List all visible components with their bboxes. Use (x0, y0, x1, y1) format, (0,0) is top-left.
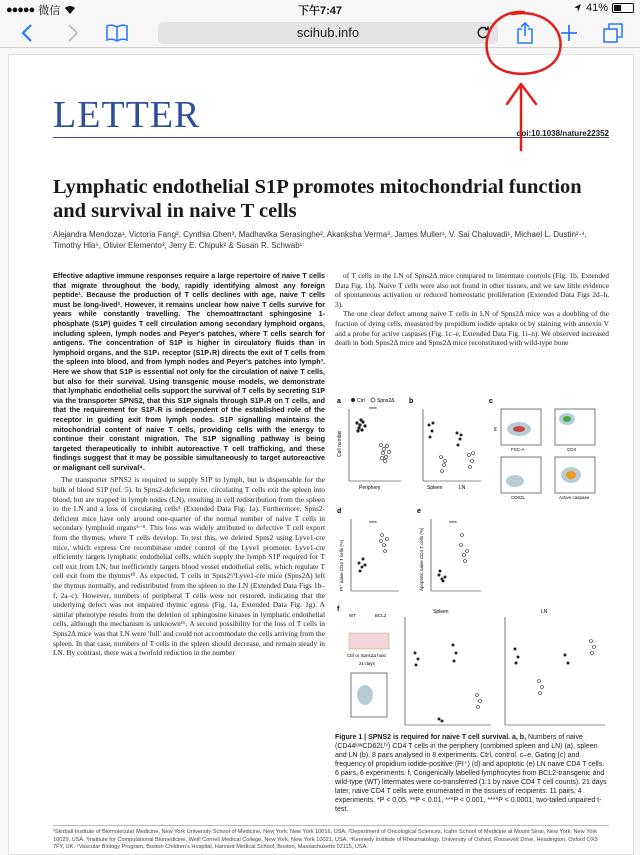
address-bar[interactable] (158, 22, 498, 44)
affiliations-footnote: ¹Skirball Institute of Biomolecular Medicine, New York University School of Medicine, New York, New York 10016, USA. ²Department of Oncological Sciences, Icahn School of Medicine at Mount Sinai, New York, New York 10029, USA. ³Institute for Computational Biomedicine, Weill Cornell Medical College, New York, New York 10021, USA. ⁴Kennedy Institute of Rheumatology, University of Oxford, Roosevelt Drive, Headington, Oxford OX3 7FY, UK. ⁵Vascular Biology Program, Boston Children's Hospital, Harvard Medical School, Boston, Massachusetts 02115, USA. (53, 825, 609, 852)
panel-f-host: Ctrl or Spns2Δ host (347, 653, 386, 658)
legend-ctrl: Ctrl (357, 398, 365, 404)
share-icon (516, 22, 534, 44)
panel-e-ylabel: Apoptotic naive CD4 T cells (%) (419, 527, 424, 591)
panel-f-bcl2: BCL2 (375, 613, 387, 618)
author-list: Alejandra Mendoza¹, Victoria Fang², Cynthia Chen³, Madhavika Serasinghe², Akanksha Verma³, James Muller¹, V. Sai Chaluvadi¹, Michael L. Dustin²·⁴, Timothy Hla⁵, Olivier Elemento³, Jerry E. Chipuk² & Susan R. Schwab¹ (53, 230, 587, 250)
body-paragraph: The one clear defect among naive T cells in LN of Spns2Δ mice was a doubling of the fraction of dying cells, measured by propidium iodide uptake or by staining with annexin V and a probe for active caspases (Fig. 1c–e, Extended Data Fig. 1i–n). We observed increased death in both Spns2Δ mice and Spns2Δ mice reconstituted with wild-type bone (335, 309, 609, 348)
battery-percent: 41% (585, 2, 608, 14)
sig-a: **** (369, 407, 377, 413)
plus-icon (560, 24, 578, 42)
panel-f-days: 21 days (359, 661, 375, 666)
body-paragraph: of T cells in the LN of Spns2Δ mice compared to littermate controls (Fig. 1b, Extended Data Fig. 1h). Naive T cells were also not found in other tissues, and we saw little evidence of spontaneous activation or reduced homeostatic proliferation (Extended Data Figs 2d–h, 3). (335, 271, 609, 309)
legend-spns: Spns2Δ (377, 398, 395, 404)
panel-d-ylabel: PI⁺ naive CD4 T cells (%) (339, 539, 344, 591)
panel-label-e: e (417, 508, 421, 515)
right-column (335, 271, 609, 348)
panel-c-axis-caspase: Active caspase (559, 495, 590, 500)
panel-label-d: d (337, 508, 342, 515)
body-paragraph: The transporter SPNS2 is required to supply S1P to lymph, but is dispensable for the bulk of blood S1P (ref. 5). In Spns2-deficient mice, circulating T cells exit the spleen into blood, but are trapped in lymph nodes (LN), resulting in cell redistribution from the spleen to the LN and a loss of circulating cells⁵ (Extended Data Fig. 1a). Furthermore, Spns2-deficient mice have only around one-quarter of the normal number of naive T cells in secondary lymphoid organs⁵⁻⁸. This loss was widely attributed to defective T cell export from the thymus, where T cells develop. To test this, we deleted Spns2 using Lyve1-cre mice, which express Cre recombinase under control of the Lyve1 promoter. Lyve1-cre efficiently targets lymphatic endothelial cells, which supply the lymph S1P required for T cell exit from LN, but inefficiently targets blood vessel endothelial cells, which regulate T cell exit from the thymus¹⁰. As expected, T cells in Spns2ᶠ/ᶠLyve1-cre mice (Spns2Δ) left the thymus normally, and redistributed from the spleen to the LN (Extended Data Figs 1b–f, 2a–c). However, numbers of peripheral T cells were not restored, indicating that the underlying defect was not impaired thymic egress (Fig. 1a, Extended Data Fig. 1g). A similar phenotype results from the deletion of sphingosine kinases in lymphatic endothelial cells, although the mechanism is unknown¹⁶. A second possibility for the loss of T cells in Spns2Δ mice was that LN were 'full' and could not accommodate the cells arriving from the spleen. In that case, numbers of T cells in the spleen should decrease, and remain steady in LN. By contrast, there was a twofold reduction in the number (53, 475, 325, 658)
reload-icon (476, 26, 490, 40)
figure-1 (335, 395, 609, 785)
chevron-right-icon (67, 24, 79, 42)
back-button[interactable] (14, 21, 40, 45)
url-text: scihub.info (296, 25, 360, 40)
panel-a-ylabel: Cell number (337, 430, 343, 457)
panel-c-axis-fsc: FSC-A (511, 447, 525, 452)
panel-label-f: f (337, 606, 340, 613)
panel-c-axis-cd4: CD4 (567, 447, 577, 452)
share-button[interactable] (512, 21, 538, 45)
panel-c-axis-pi: PI (493, 426, 498, 431)
book-icon (105, 24, 129, 42)
forward-button[interactable] (60, 21, 86, 45)
sig-e: **** (449, 521, 457, 527)
panel-f-ln: LN (541, 609, 548, 615)
section-label: LETTER (53, 94, 201, 136)
bookmarks-button[interactable] (104, 21, 130, 45)
doi: doi:10.1038/nature22352 (516, 129, 609, 138)
article-title: Lymphatic endothelial S1P promotes mitochondrial function and survival in naive T cells (53, 176, 582, 222)
panel-label-a: a (337, 398, 341, 405)
panel-b-xlabel-ln: LN (459, 485, 466, 491)
panel-f-wt: WT (349, 613, 356, 618)
status-time: 下午7:47 (297, 5, 343, 17)
figure-caption (335, 733, 609, 814)
figure-caption-title: Figure 1 | SPNS2 is required for naive T cell survival. a, b, (335, 734, 527, 741)
panel-b-xlabel-spleen: Spleen (427, 485, 443, 491)
panel-label-c: c (489, 398, 493, 405)
abstract: Effective adaptive immune responses require a large repertoire of naive T cells that migrate throughout the body, rapidly identifying almost any foreign peptide¹. Because the production of T cells declines with age, naive T cells must be long-lived². However, it remains unclear how naive T cells survive for years while constantly travelling. The chemoattractant sphingosine 1-phosphate (S1P) guides T cell circulation among secondary lymphoid organs, including spleen, lymph nodes and Peyer's patches, where T cells search for antigens. The concentration of S1P is higher in circulatory fluids than in lymphoid organs, and the S1P₁ receptor (S1P₁R) directs the exit of T cells from the spleen into blood, and from lymph nodes and Peyer's patches into lymph³. Here we show that S1P is essential not only for the circulation of naive T cells, but also for their survival. Using transgenic mouse models, we demonstrate that lymphatic endothelial cells support the survival of T cells by secreting S1P via the transporter SPNS2, that this S1P signals through S1P₁R on T cells, and that the requirement for S1P₁R is independent of the established role of the receptor in guiding exit from lymph nodes. S1P signalling maintains the mitochondrial content of naive T cells, providing cells with the energy to continue their constant migration. The S1P signalling pathway is being targeted therapeutically to inhibit autoreactive T cell trafficking, and these findings suggest that it may be possible simultaneously to target autoreactive or malignant cell survival⁴. (53, 271, 325, 472)
sig-d: **** (369, 521, 377, 527)
browser-toolbar (0, 18, 640, 48)
chevron-left-icon (21, 24, 33, 42)
location-icon (573, 3, 582, 13)
tabs-button[interactable] (600, 21, 626, 45)
web-page[interactable] (8, 54, 634, 855)
reload-button[interactable] (476, 22, 490, 47)
panel-label-b: b (409, 398, 414, 405)
tabs-icon (603, 23, 623, 43)
panel-f-spleen: Spleen (433, 609, 449, 615)
status-bar (0, 0, 640, 18)
panel-a-xlabel: Periphery (359, 485, 381, 491)
carrier-name: 微信 (38, 5, 61, 17)
figure-caption-body: Numbers of naive (CD44ˡᵒʷCD62Lʰⁱ) CD4 T cells in the periphery (combined spleen and LN) (a), spleen and LN (b). 8 pairs analysed in 8 experiments. Ctrl, control. c–e, Gating (c) and frequency of propidium iodide-positive (PI⁺) (d) and apoptotic (e) LN naive CD4 T cells. 6 pairs, 6 experiments. f, Congenically labelled lymphocytes from BCL2-transgenic and wild-type (WT) littermates were co-transferred (1:1 by naive CD4 T cell counts). 21 days later, naive CD4 T cells were enumerated in the tissues of recipients. 11 pairs, 4 experiments. *P < 0.05, **P < 0.01, ***P < 0.001, ****P < 0.0001, two-tailed unpaired t-test. (335, 734, 607, 813)
signal-strength-icon: ●●●●● (6, 4, 35, 16)
left-column (53, 271, 325, 658)
panel-c-axis-cd62l: CD62L (511, 495, 526, 500)
new-tab-button[interactable] (556, 21, 582, 45)
battery-icon (612, 3, 634, 13)
